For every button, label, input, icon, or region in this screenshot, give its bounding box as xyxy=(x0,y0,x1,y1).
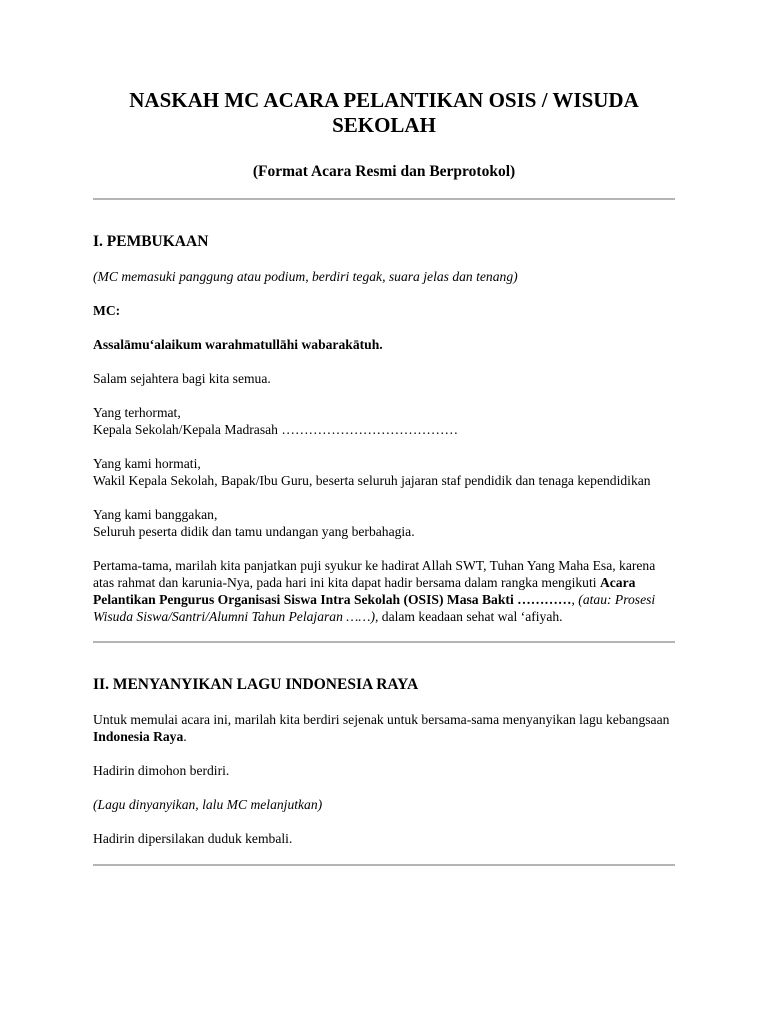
section-heading: II. MENYANYIKAN LAGU INDONESIA RAYA xyxy=(93,676,419,693)
honorific-block xyxy=(93,455,675,489)
greeting-text: Assalāmu‘alaikum warahmatullāhi wabarakātuh. xyxy=(93,337,383,352)
anthem-intro-end: . xyxy=(183,729,187,744)
opening-end: , dalam keadaan sehat wal ‘afiyah. xyxy=(374,609,563,624)
opening-paragraph xyxy=(93,557,675,625)
event-name: Acara Pelantikan Pengurus Organisasi Siswa Intra Sekolah (OSIS) Masa Bakti ………… xyxy=(93,575,636,607)
honorific-intro: Yang kami hormati, xyxy=(93,456,201,471)
honorific-target: Wakil Kepala Sekolah, Bapak/Ibu Guru, beserta seluruh jajaran staf pendidik dan tenaga kependidikan xyxy=(93,473,651,488)
event-alternative: (atau: Prosesi Wisuda Siswa/Santri/Alumni Tahun Pelajaran ……) xyxy=(93,592,656,624)
section-indonesia-raya xyxy=(93,675,675,847)
document-title: NASKAH MC ACARA PELANTIKAN OSIS / WISUDA SEKOLAH xyxy=(129,88,639,137)
stage-direction: (MC memasuki panggung atau podium, berdiri tegak, suara jelas dan tenang) xyxy=(93,269,518,284)
honorific-target: Kepala Sekolah/Kepala Madrasah ………………………………… xyxy=(93,422,459,437)
honorific-block xyxy=(93,404,675,438)
stage-direction: (Lagu dinyanyikan, lalu MC melanjutkan) xyxy=(93,797,323,812)
section-pembukaan xyxy=(93,232,675,625)
divider xyxy=(93,198,675,200)
honorific-block xyxy=(93,506,675,540)
divider xyxy=(93,641,675,643)
honorific-intro: Yang terhormat, xyxy=(93,405,181,420)
speaker-label: MC: xyxy=(93,303,121,318)
section-heading: I. PEMBUKAAN xyxy=(93,233,209,250)
opening-text: Pertama-tama, marilah kita panjatkan puji syukur ke hadirat Allah SWT, Tuhan Yang Maha Esa, karena atas rahmat dan karunia-Nya, pada hari ini kita dapat hadir bersama dalam rangka mengikuti xyxy=(93,558,656,590)
opening-comma: , xyxy=(571,592,579,607)
honorific-target: Seluruh peserta didik dan tamu undangan yang berbahagia. xyxy=(93,524,415,539)
honorific-intro: Yang kami banggakan, xyxy=(93,507,218,522)
anthem-intro xyxy=(93,711,675,745)
divider xyxy=(93,864,675,866)
document-subtitle: (Format Acara Resmi dan Berprotokol) xyxy=(252,163,516,180)
anthem-name: Indonesia Raya xyxy=(93,729,184,744)
stand-instruction: Hadirin dimohon berdiri. xyxy=(93,763,230,778)
salam-text: Salam sejahtera bagi kita semua. xyxy=(93,371,271,386)
anthem-intro-text: Untuk memulai acara ini, marilah kita berdiri sejenak untuk bersama-sama menyanyikan lagu kebangsaan xyxy=(93,712,670,727)
sit-instruction: Hadirin dipersilakan duduk kembali. xyxy=(93,831,293,846)
